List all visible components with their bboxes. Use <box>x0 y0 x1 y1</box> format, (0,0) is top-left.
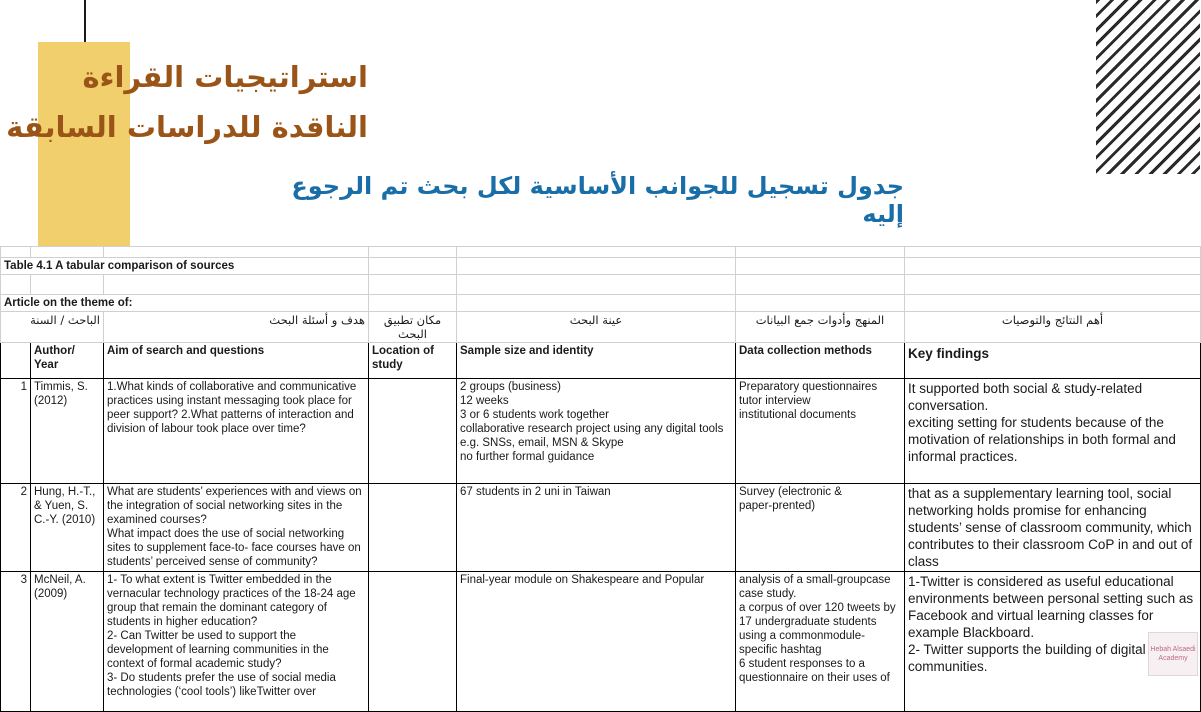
theme-label: Article on the theme of: <box>1 295 369 312</box>
cell-location <box>369 572 457 712</box>
watermark-logo: Hebah Alsaedi Academy <box>1148 632 1198 676</box>
comparison-spreadsheet <box>0 246 1200 698</box>
table-row <box>1 572 1201 712</box>
cell-sample: 2 groups (business) 12 weeks 3 or 6 students work together collaborative research project using any digital tools e.g. SNSs, email, MSN & Skype no further formal guidance <box>457 379 736 484</box>
arabic-header-aim: هدف و أسئلة البحث <box>104 312 369 343</box>
theme-row <box>1 295 1201 312</box>
arabic-header-location: مكان تطبيق البحث <box>369 312 457 343</box>
cell-methods: Preparatory questionnaires tutor interview institutional documents <box>736 379 905 484</box>
cell-author: Hung, H.-T., & Yuen, S. C.-Y. (2010) <box>31 484 104 572</box>
slide-title-line-1: استراتيجيات القراءة <box>82 60 368 94</box>
header-sample: Sample size and identity <box>457 343 736 379</box>
row-number: 1 <box>1 379 31 484</box>
cell-findings: 1-Twitter is considered as useful educational environments between personal setting such as Facebook and virtual learning classes for example Blackboard. 2- Twitter supports the building of digital communities. <box>905 572 1201 712</box>
cell-methods: analysis of a small-groupcase case study. a corpus of over 120 tweets by 17 undergraduate students using a commonmodule-specific hashtag 6 student responses to a questionnaire on their uses of <box>736 572 905 712</box>
cell-findings: It supported both social & study-related conversation. exciting setting for students because of the motivation of relationships in both formal and informal practices. <box>905 379 1201 484</box>
cell-author: Timmis, S. (2012) <box>31 379 104 484</box>
sources-table <box>0 246 1201 712</box>
arabic-header-sample: عينة البحث <box>457 312 736 343</box>
header-author: Author/ Year <box>31 343 104 379</box>
arabic-header-author: الباحث / السنة <box>1 312 104 343</box>
header-findings: Key findings <box>905 343 1201 379</box>
english-header-row <box>1 343 1201 379</box>
cell-findings: that as a supplementary learning tool, social networking holds promise for enhancing students’ sense of classroom community, which contributes to their classroom CoP in and out of class <box>905 484 1201 572</box>
spacer-row <box>1 275 1201 295</box>
table-caption: Table 4.1 A tabular comparison of sources <box>1 258 369 275</box>
cell-aim: What are students’ experiences with and views on the integration of social networking sites in the examined courses? What impact does the use of social networking sites to supplement face-to- face courses have on students’ perceived sense of community? <box>104 484 369 572</box>
arabic-header-methods: المنهج وأدوات جمع البيانات <box>736 312 905 343</box>
cell-sample: Final-year module on Shakespeare and Popular <box>457 572 736 712</box>
slide-subtitle: جدول تسجيل للجوانب الأساسية لكل بحث تم الرجوع إليه <box>291 172 904 228</box>
table-row <box>1 379 1201 484</box>
cell-methods: Survey (electronic & paper-prented) <box>736 484 905 572</box>
header-aim: Aim of search and questions <box>104 343 369 379</box>
decorative-hatch-pattern <box>1096 0 1200 174</box>
cell-location <box>369 379 457 484</box>
cell-location <box>369 484 457 572</box>
table-row <box>1 484 1201 572</box>
cell-aim: 1.What kinds of collaborative and communicative practices using instant messaging took place for peer support? 2.What patterns of interaction and division of labour took place over time? <box>104 379 369 484</box>
arabic-header-row <box>1 312 1201 343</box>
slide-title-line-2: الناقدة للدراسات السابقة <box>6 110 368 144</box>
cell-sample: 67 students in 2 uni in Taiwan <box>457 484 736 572</box>
row-number: 3 <box>1 572 31 712</box>
blank-row <box>1 247 1201 258</box>
cell-aim: 1- To what extent is Twitter embedded in the vernacular technology practices of the 18-24 age group that remain the dominant category of students in higher education? 2- Can Twitter be used to support the development of learning communities in the context of formal academic study? 3- Do students prefer the use of social media technologies (‘cool tools’) likeTwitter over <box>104 572 369 712</box>
cell-author: McNeil, A. (2009) <box>31 572 104 712</box>
row-number: 2 <box>1 484 31 572</box>
slide-title <box>0 52 368 152</box>
header-methods: Data collection methods <box>736 343 905 379</box>
header-location: Location of study <box>369 343 457 379</box>
caption-row <box>1 258 1201 275</box>
arabic-header-findings: أهم النتائج والتوصيات <box>905 312 1201 343</box>
